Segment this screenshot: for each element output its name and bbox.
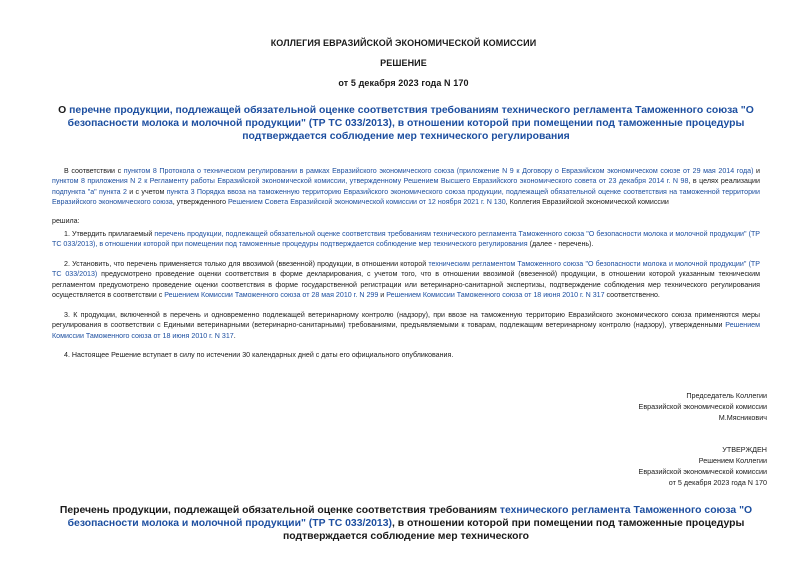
title-prefix: О	[58, 105, 70, 116]
preamble-text: и с учетом	[126, 187, 167, 196]
approved-line: от 5 декабря 2023 года N 170	[668, 478, 767, 487]
preamble-text: , утвержденного	[172, 197, 228, 206]
title-link[interactable]: перечне продукции, подлежащей обязательной оценке соответствия требованиям технического регламента Таможенного союза "О безопасности молока и молочной продукции" (ТР ТС 033/2013), в отношении которой при помещении под таможенные процедуры подтверждается соблюдение мер технического регулирования	[67, 105, 754, 142]
page-title	[52, 104, 760, 143]
link-council-decision-130[interactable]: Решением Совета Евразийской экономической комиссии от 12 ноября 2021 г. N 130	[228, 197, 506, 206]
approved-line: Решением Коллегии	[698, 456, 767, 465]
appendix-title-text: , в отношении которой при помещении под таможенные процедуры подтверждается соблюдение мер технического	[282, 518, 745, 542]
item-text: и	[378, 290, 387, 299]
resolved-label: решила:	[52, 217, 80, 225]
org-header: КОЛЛЕГИЯ ЕВРАЗИЙСКОЙ ЭКОНОМИЧЕСКОЙ КОМИССИИ	[270, 38, 537, 48]
link-import-procedure[interactable]: пункта 3 Порядка ввоза на таможенную территорию Евразийского экономического союза продукции, подлежащей обязательной оценке соответствия на таможенной территории Евразийского экономического союза	[52, 187, 760, 206]
item-text: 1. Утвердить прилагаемый	[64, 230, 155, 238]
item-text: 3. К продукции, включенной в перечень и одновременно подлежащей ветеринарному контролю (надзору), при ввозе на таможенную территорию Евразийского экономического союза применяются меры регулирования в соответствии с Едиными ветеринарными (ветеринарно-санитарными) требованиями, предъявляемыми к товарам, подлежащим ветеринарному контролю (надзору), утвержденными	[52, 311, 760, 330]
item-text: (далее - перечень).	[527, 240, 594, 249]
signature-line: М.Мясникович	[718, 413, 767, 422]
signature-block	[639, 390, 767, 423]
item-2	[52, 259, 760, 300]
preamble-text: В соответствии с	[64, 167, 124, 175]
link-subpoint-a[interactable]: подпункта "а" пункта 2	[52, 187, 127, 196]
doc-type: РЕШЕНИЕ	[380, 58, 427, 68]
item-text: предусмотрено проведение оценки соответствия в форме декларирования, с учетом того, что в отношении ввозимой (ввезенной) продукции, в отношении которой указанным техническим регламентом предусмотрено проведение оценки соответствия в форме государственной регистрации или ветеринарно-санитарной экспертизы, подтверждение соблюдения мер технического регулирования осуществляется в соответствии с	[52, 270, 760, 299]
preamble-text: , в целях реализации	[688, 177, 760, 186]
item-3	[52, 310, 760, 341]
preamble-text: , Коллегия Евразийской экономической комиссии	[505, 197, 669, 206]
appendix-title-text: Перечень продукции, подлежащей обязательной оценке соответствия требованиям	[59, 505, 500, 516]
link-protocol-p8[interactable]: пунктом 8 Протокола о техническом регулировании в рамках Евразийского экономического союза (приложение N 9 к Договору о Евразийском экономическом союзе от 29 мая 2014 года)	[123, 167, 754, 175]
item-1	[52, 229, 760, 250]
preamble-text: и	[753, 167, 761, 175]
link-decision-317[interactable]: Решением Комиссии Таможенного союза от 18 июня 2010 г. N 317	[386, 290, 605, 299]
preamble-paragraph	[52, 166, 760, 207]
link-decision-299[interactable]: Решением Комиссии Таможенного союза от 28 мая 2010 г. N 299	[164, 290, 379, 299]
approved-line: Евразийской экономической комиссии	[638, 467, 767, 476]
approved-line: УТВЕРЖДЕН	[722, 445, 767, 454]
item-text: .	[233, 331, 236, 340]
doc-date-number: от 5 декабря 2023 года N 170	[338, 78, 469, 88]
item-4: 4. Настоящее Решение вступает в силу по истечении 30 календарных дней с даты его официального опубликования.	[64, 351, 454, 359]
appendix-title	[52, 504, 760, 543]
approved-block	[639, 444, 767, 488]
link-appendix-tr-ts[interactable]: технического регламента Таможенного союза "О безопасности молока и молочной продукции" (ТР ТС 033/2013)	[67, 505, 753, 529]
link-tr-ts-033[interactable]: техническим регламентом Таможенного союза "О безопасности молока и молочной продукции" (ТР ТС 033/2013)	[52, 260, 760, 279]
item-text: соответственно.	[604, 290, 660, 299]
link-reglament-p8[interactable]: пунктом 8 приложения N 2 к Регламенту работы Евразийской экономической комиссии, утвержденному Решением Высшего Евразийского экономического совета от 23 декабря 2014 г. N 98	[52, 177, 689, 186]
signature-line: Председатель Коллегии	[686, 391, 767, 400]
link-decision-317-vet[interactable]: Решением Комиссии Таможенного союза от 18 июня 2010 г. N 317	[52, 321, 760, 340]
link-product-list[interactable]: перечень продукции, подлежащей обязательной оценке соответствия требованиям технического регламента Таможенного союза "О безопасности молока и молочной продукции" (ТР ТС 033/2013), в отношении которой при помещении под таможенные процедуры подтверждается соблюдение мер технического регулирования	[52, 230, 761, 249]
item-text: 2. Установить, что перечень применяется только для ввозимой (ввезенной) продукции, в отношении которой	[64, 260, 429, 268]
signature-line: Евразийской экономической комиссии	[638, 402, 767, 411]
